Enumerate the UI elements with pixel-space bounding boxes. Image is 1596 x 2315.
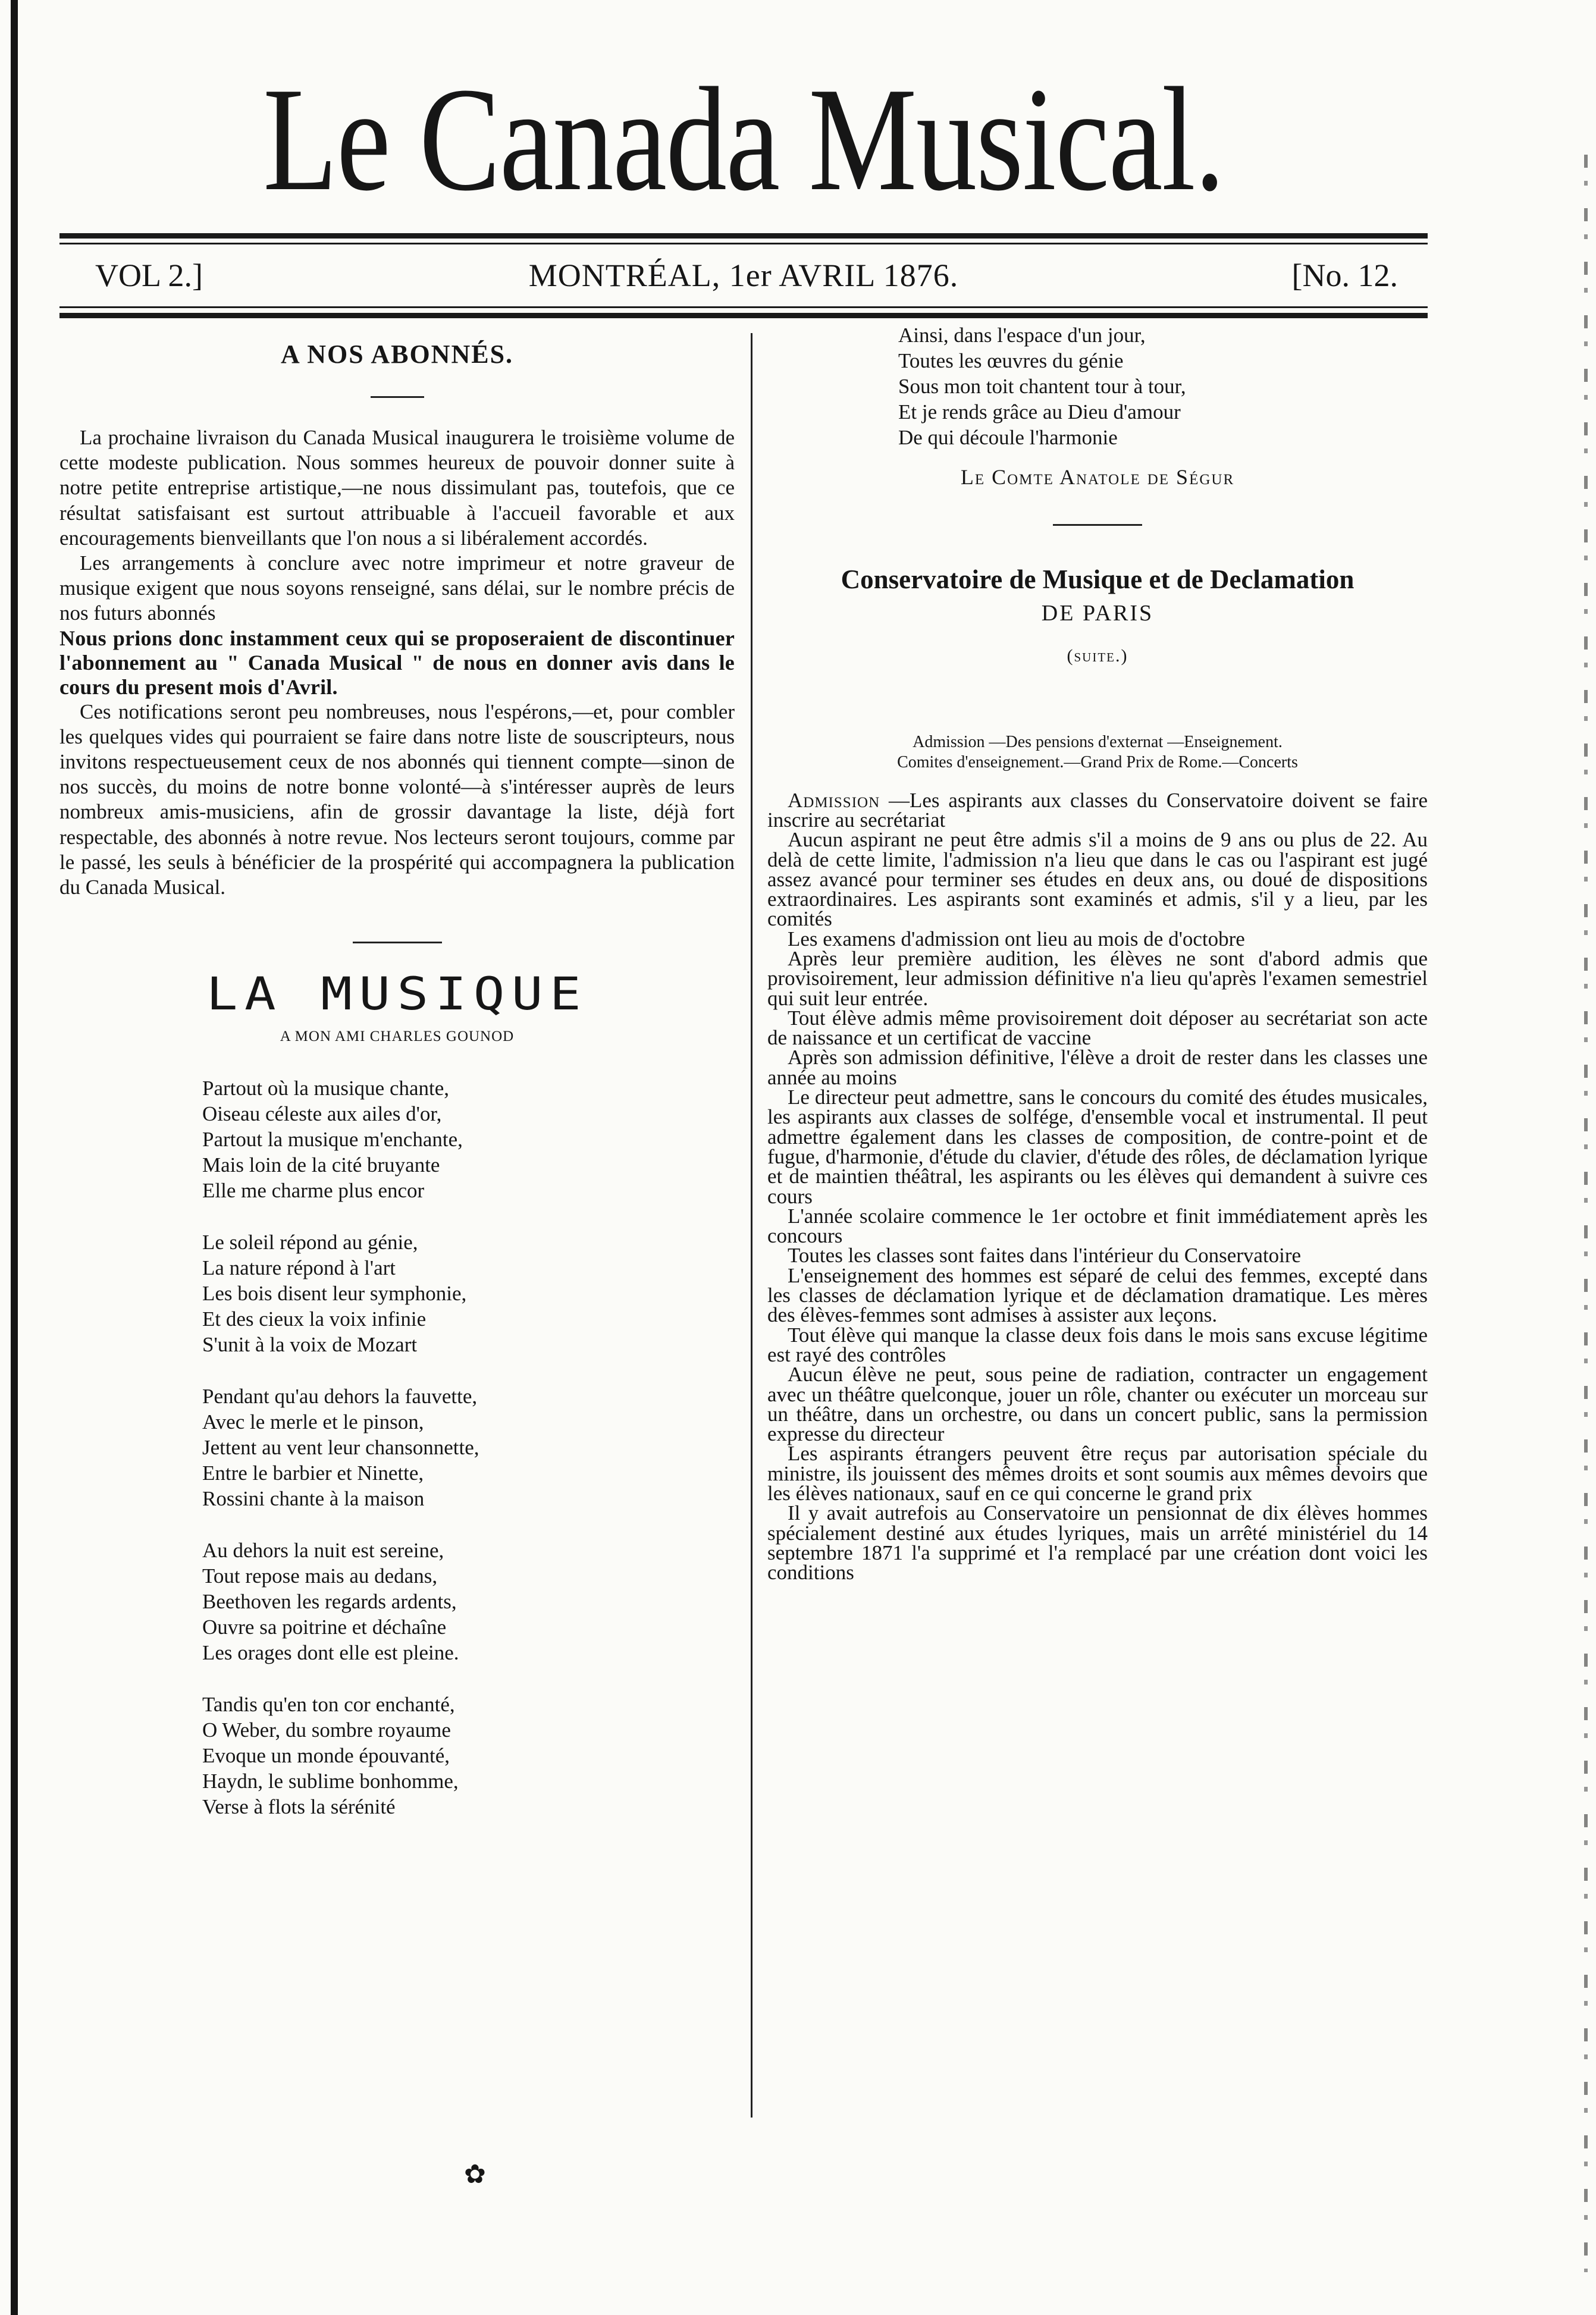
poem-stanza bbox=[202, 1538, 735, 1665]
paragraph: Les arrangements à conclure avec notre imprimeur et notre graveur de musique exigent que nous soyons renseigné, sans délai, sur le nombre précis de nos futurs abonnés bbox=[59, 551, 735, 625]
article-heading-conservatoire: Conservatoire de Musique et de Declamation bbox=[841, 564, 1354, 595]
poem-line: Oiseau céleste aux ailes d'or, bbox=[202, 1102, 442, 1126]
scan-edge-noise bbox=[1584, 155, 1588, 2272]
right-column bbox=[767, 324, 1428, 1585]
poem-signature: Le Comte Anatole de Ségur bbox=[960, 465, 1235, 489]
poem-line: Partout où la musique chante, bbox=[202, 1077, 450, 1100]
article-suite-label: (suite.) bbox=[1067, 646, 1128, 666]
poem-line: Les orages dont elle est pleine. bbox=[202, 1641, 459, 1665]
paragraph bbox=[767, 788, 1428, 832]
poem-stanzas bbox=[59, 1075, 735, 1820]
summary-line: Comites d'enseignement.—Grand Prix de Rome.—Concerts bbox=[897, 752, 1298, 771]
poem-line: S'unit à la voix de Mozart bbox=[202, 1333, 418, 1357]
paragraph: Aucun aspirant ne peut être admis s'il a moins de 9 ans ou plus de 22. Au delà de cette limite, l'admission n'a lieu que dans le cas ou l'aspirant est jugé assez avancé pour terminer ses études en deux ans, ou doué de dispositions extraordinaires. Les aspirants sont examinés et admis, s'il y a lieu, par les comités bbox=[767, 828, 1428, 931]
paragraph: Tout élève qui manque la classe deux fois dans le mois sans excuse légitime est rayé des contrôles bbox=[767, 1323, 1428, 1366]
poem-line: Ainsi, dans l'espace d'un jour, bbox=[898, 324, 1146, 347]
poem-line: Beethoven les regards ardents, bbox=[202, 1590, 457, 1614]
poem-line: Sous mon toit chantent tour à tour, bbox=[898, 375, 1186, 398]
scan-edge-bar bbox=[11, 0, 18, 2315]
poem-line: De qui découle l'harmonie bbox=[898, 426, 1118, 449]
left-column bbox=[59, 333, 735, 1846]
poem-line: Entre le barbier et Ninette, bbox=[202, 1461, 424, 1485]
paragraph-text: —Les aspirants aux classes du Conservatoire doivent se faire inscrire au secrétariat bbox=[767, 788, 1428, 832]
paragraph: L'enseignement des hommes est séparé de celui des femmes, excepté dans les classes de déclamation lyrique et de déclamation dramatique. Les mères des élèves-femmes sont admises à assister aux leçons. bbox=[767, 1263, 1428, 1327]
article-separator bbox=[1053, 524, 1142, 526]
issue-rule-thin bbox=[59, 306, 1428, 308]
paragraph: L'année scolaire commence le 1er octobre et finit immédiatement après les concours bbox=[767, 1204, 1428, 1248]
column-divider bbox=[751, 333, 752, 2118]
issue-number: [No. 12. bbox=[1291, 258, 1398, 293]
poem-line: Tandis qu'en ton cor enchanté, bbox=[202, 1693, 455, 1717]
article-separator bbox=[353, 942, 442, 943]
poem-line: Mais loin de la cité bruyante bbox=[202, 1153, 440, 1177]
poem-line: Au dehors la nuit est sereine, bbox=[202, 1539, 444, 1563]
ink-blot-mark: ✿ bbox=[464, 2160, 486, 2189]
summary-line: Admission —Des pensions d'externat —Enseignement. bbox=[913, 732, 1283, 751]
paragraph: La prochaine livraison du Canada Musical inaugurera le troisième volume de cette modeste publication. Nous sommes heureux de pouvoir donner suite à notre petite entreprise artistique,—ne nous dissimulant pas, toutefois, que ce résultat satisfaisant est surtout attribuable à l'accueil favorable et aux encouragements bienveillants que l'on nous a si libéralement accordés. bbox=[59, 426, 735, 550]
poem-line: Verse à flots la sérénité bbox=[202, 1795, 396, 1819]
paragraph: Aucun élève ne peut, sous peine de radiation, contracter un engagement avec un théâtre quelconque, jouer un rôle, chanter ou exécuter un morceau sur un théâtre, dans un orchestre, ou dans un concert public, sans la permission expresse du directeur bbox=[767, 1363, 1428, 1446]
poem-line: Le soleil répond au génie, bbox=[202, 1231, 418, 1254]
paragraph: Les aspirants étrangers peuvent être reçus par autorisation spéciale du ministre, ils jouissent des mêmes droits et sont soumis aux mêmes devoirs que les élèves nationaux, sauf en ce qui concerne le grand prix bbox=[767, 1442, 1428, 1505]
paragraph: Il y avait autrefois au Conservatoire un pensionnat de dix élèves hommes spécialement destiné aux études lyriques, mais un arrêté ministériel du 14 septembre 1871 l'a supprimé et l'a remplacé par une création dont voici les conditions bbox=[767, 1501, 1428, 1585]
poem-line: Jettent au vent leur chansonnette, bbox=[202, 1436, 479, 1460]
issue-rule-thick bbox=[59, 313, 1428, 318]
poem-line: Evoque un monde épouvanté, bbox=[202, 1744, 450, 1768]
article-heading-abonnes: A NOS ABONNÉS. bbox=[280, 340, 514, 369]
paragraph: Ces notifications seront peu nombreuses, nous l'espérons,—et, pour combler les quelques vides qui pourraient se faire dans notre liste de souscripteurs, nous invitons respectueusement ceux de nos abonnés qui tiennent compte—sinon de nos succès, du moins de notre bonne volonté—à s'intéresser auprès de leurs nombreux amis-musiciens, afin de grossir davantage la liste, déjà fort respectable, des abonnés à notre revue. Nos lecteurs seront toujours, comme par le passé, les seuls à bénéficier de la prospérité qui accompagnera la publication du Canada Musical. bbox=[59, 699, 735, 899]
poem-line: Ouvre sa poitrine et déchaîne bbox=[202, 1616, 447, 1639]
poem-stanza bbox=[202, 1229, 735, 1357]
issue-line bbox=[71, 255, 1416, 296]
poem-stanza bbox=[202, 1075, 735, 1203]
masthead-title: Le Canada Musical. bbox=[263, 57, 1224, 222]
poem-line: Tout repose mais au dedans, bbox=[202, 1564, 438, 1588]
paragraph: Le directeur peut admettre, sans le concours du comité des études musicales, les aspirants aux classes de solfége, d'ensemble vocal et instrumental. Il peut admettre également dans les classes de composition, de contre-point et de fugue, d'harmonie, d'étude du clavier, d'étude des rôles, de déclamation lyrique et de maintien théâtral, les aspirants ou les élèves qui demandent à suivre ces cours bbox=[767, 1086, 1428, 1208]
poem-stanza bbox=[202, 1692, 735, 1820]
poem-line: La nature répond à l'art bbox=[202, 1256, 396, 1280]
heading-separator bbox=[371, 396, 424, 398]
poem-stanza bbox=[202, 1384, 735, 1511]
issue-date: MONTRÉAL, 1er AVRIL 1876. bbox=[528, 258, 959, 293]
notice-bold: Nous prions donc instamment ceux qui se proposeraient de discontinuer l'abonnement au " Canada Musical " de nous en donner avis dans le cours du present mois d'Avril. bbox=[59, 626, 735, 699]
paragraph: Tout élève admis même provisoirement doit déposer au secrétariat son acte de naissance et un certificat de vaccine bbox=[767, 1006, 1428, 1050]
poem-line: Partout la musique m'enchante, bbox=[202, 1128, 463, 1152]
masthead-rule-top bbox=[59, 233, 1428, 239]
paragraph: Après son admission définitive, l'élève a droit de rester dans les classes une année au moins bbox=[767, 1046, 1428, 1089]
poem-line: O Weber, du sombre royaume bbox=[202, 1718, 451, 1742]
poem-line: Et je rends grâce au Dieu d'amour bbox=[898, 400, 1181, 424]
poem-line: Pendant qu'au dehors la fauvette, bbox=[202, 1385, 478, 1409]
paragraph: Toutes les classes sont faites dans l'intérieur du Conservatoire bbox=[788, 1244, 1302, 1268]
poem-line: Avec le merle et le pinson, bbox=[202, 1410, 424, 1434]
paragraph: Les examens d'admission ont lieu au mois de d'octobre bbox=[788, 927, 1245, 951]
lead-word: Admission bbox=[788, 788, 880, 812]
poem-line: Les bois disent leur symphonie, bbox=[202, 1282, 467, 1306]
poem-line: Toutes les œuvres du génie bbox=[898, 349, 1124, 372]
poem-line: Elle me charme plus encor bbox=[202, 1179, 425, 1203]
article-subheading: DE PARIS bbox=[1041, 601, 1154, 626]
poem-title: LA MUSIQUE bbox=[206, 967, 588, 1021]
article-summary bbox=[767, 732, 1428, 773]
paragraph: Après leur première audition, les élèves ne sont d'abord admis que provisoirement, leur admission définitive n'a lieu qu'après l'examen semestriel qui suit leur entrée. bbox=[767, 946, 1428, 1010]
poem-line: Haydn, le sublime bonhomme, bbox=[202, 1770, 459, 1793]
poem-line: Et des cieux la voix infinie bbox=[202, 1307, 427, 1331]
masthead-rule-top-thin bbox=[59, 243, 1428, 244]
article-body bbox=[767, 788, 1428, 1585]
volume-label: VOL 2.] bbox=[95, 258, 203, 293]
poem-line: Rossini chante à la maison bbox=[202, 1487, 425, 1511]
poem-dedication: A MON AMI CHARLES GOUNOD bbox=[280, 1028, 515, 1045]
poem-continuation bbox=[898, 322, 1428, 450]
